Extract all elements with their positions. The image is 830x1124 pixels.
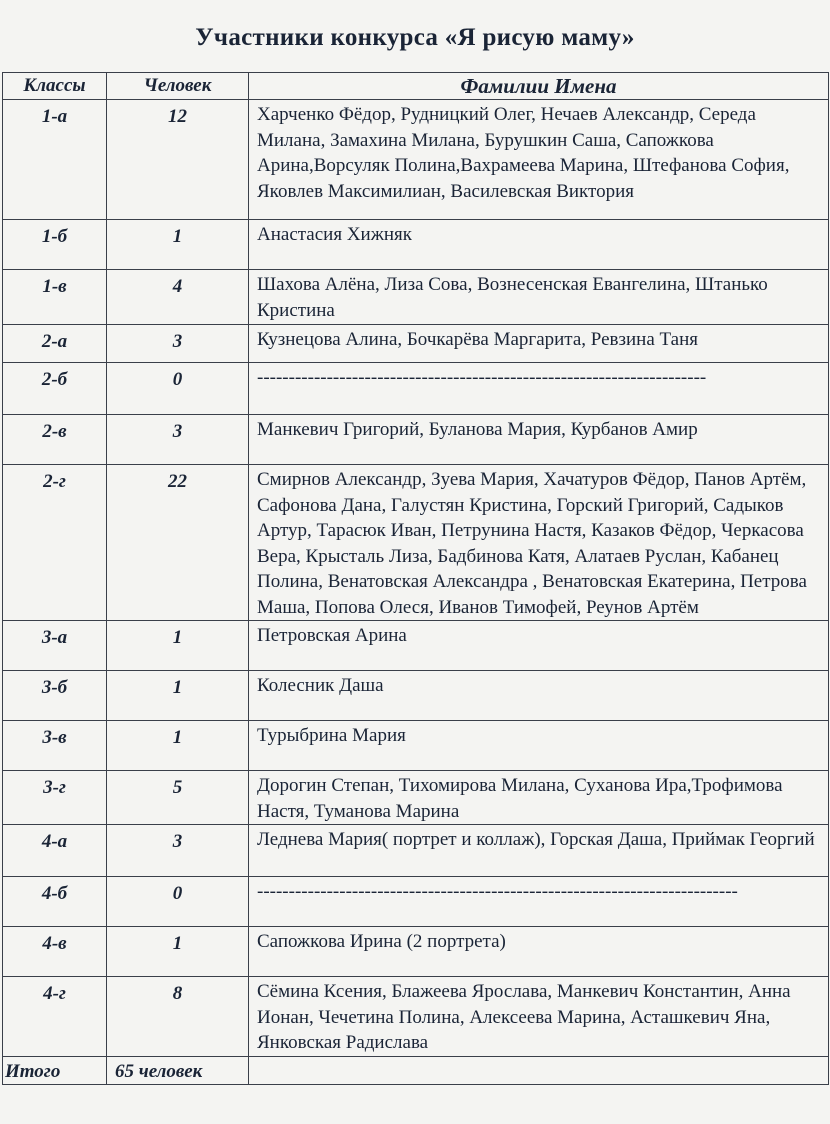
total-label: Итого bbox=[3, 1056, 107, 1084]
names-cell: ---------------------------------------------------------------------------- bbox=[249, 877, 829, 927]
names-cell: Колесник Даша bbox=[249, 671, 829, 721]
table-row bbox=[3, 977, 829, 1057]
names-cell: ----------------------------------------------------------------------- bbox=[249, 363, 829, 415]
table-row bbox=[3, 621, 829, 671]
count-cell: 1 bbox=[107, 927, 249, 977]
table-row bbox=[3, 927, 829, 977]
total-value: 65 человек bbox=[107, 1056, 249, 1084]
count-cell: 1 bbox=[107, 671, 249, 721]
count-cell: 3 bbox=[107, 415, 249, 465]
table-row bbox=[3, 465, 829, 621]
names-cell: Турыбрина Мария bbox=[249, 721, 829, 771]
count-cell: 1 bbox=[107, 721, 249, 771]
class-cell: 4-г bbox=[3, 977, 107, 1057]
count-cell: 0 bbox=[107, 363, 249, 415]
count-cell: 3 bbox=[107, 325, 249, 363]
class-cell: 2-б bbox=[3, 363, 107, 415]
class-cell: 2-в bbox=[3, 415, 107, 465]
names-cell: Леднева Мария( портрет и коллаж), Горская Даша, Приймак Георгий bbox=[249, 825, 829, 877]
class-cell: 4-а bbox=[3, 825, 107, 877]
class-cell: 3-в bbox=[3, 721, 107, 771]
count-cell: 4 bbox=[107, 270, 249, 325]
count-cell: 8 bbox=[107, 977, 249, 1057]
class-cell: 2-г bbox=[3, 465, 107, 621]
table-row bbox=[3, 877, 829, 927]
count-cell: 1 bbox=[107, 220, 249, 270]
header-count: Человек bbox=[107, 73, 249, 100]
names-cell: Сёмина Ксения, Блажеева Ярослава, Манкевич Константин, Анна Ионан, Чечетина Полина, Алексеева Марина, Асташкевич Яна, Янковская Радислава bbox=[249, 977, 829, 1057]
count-cell: 3 bbox=[107, 825, 249, 877]
names-cell: Манкевич Григорий, Буланова Мария, Курбанов Амир bbox=[249, 415, 829, 465]
page-title: Участники конкурса «Я рисую маму» bbox=[195, 24, 635, 51]
table-body bbox=[3, 100, 829, 1085]
table-row bbox=[3, 771, 829, 825]
total-empty bbox=[249, 1056, 829, 1084]
names-cell: Кузнецова Алина, Бочкарёва Маргарита, Ревзина Таня bbox=[249, 325, 829, 363]
table-header-row bbox=[3, 73, 829, 100]
class-cell: 3-а bbox=[3, 621, 107, 671]
table-row bbox=[3, 270, 829, 325]
header-names: Фамилии Имена bbox=[249, 73, 829, 100]
class-cell: 2-а bbox=[3, 325, 107, 363]
table-row bbox=[3, 671, 829, 721]
names-cell: Петровская Арина bbox=[249, 621, 829, 671]
names-cell: Шахова Алёна, Лиза Сова, Вознесенская Евангелина, Штанько Кристина bbox=[249, 270, 829, 325]
count-cell: 22 bbox=[107, 465, 249, 621]
class-cell: 1-б bbox=[3, 220, 107, 270]
class-cell: 4-б bbox=[3, 877, 107, 927]
header-class: Классы bbox=[3, 73, 107, 100]
count-cell: 12 bbox=[107, 100, 249, 220]
count-cell: 5 bbox=[107, 771, 249, 825]
table-row bbox=[3, 825, 829, 877]
count-cell: 0 bbox=[107, 877, 249, 927]
class-cell: 4-в bbox=[3, 927, 107, 977]
participants-table bbox=[2, 72, 829, 1085]
table-row bbox=[3, 220, 829, 270]
class-cell: 3-г bbox=[3, 771, 107, 825]
table-row bbox=[3, 363, 829, 415]
table-row bbox=[3, 415, 829, 465]
table-row bbox=[3, 100, 829, 220]
names-cell: Дорогин Степан, Тихомирова Милана, Суханова Ира,Трофимова Настя, Туманова Марина bbox=[249, 771, 829, 825]
total-row bbox=[3, 1056, 829, 1084]
table-row bbox=[3, 721, 829, 771]
count-cell: 1 bbox=[107, 621, 249, 671]
names-cell: Харченко Фёдор, Рудницкий Олег, Нечаев Александр, Середа Милана, Замахина Милана, Бурушкин Саша, Сапожкова Арина,Ворсуляк Полина,Вахрамеева Марина, Штефанова София, Яковлев Максимилиан, Василевская Виктория bbox=[249, 100, 829, 220]
names-cell: Сапожкова Ирина (2 портрета) bbox=[249, 927, 829, 977]
class-cell: 1-в bbox=[3, 270, 107, 325]
class-cell: 3-б bbox=[3, 671, 107, 721]
table-row bbox=[3, 325, 829, 363]
class-cell: 1-а bbox=[3, 100, 107, 220]
names-cell: Смирнов Александр, Зуева Мария, Хачатуров Фёдор, Панов Артём, Сафонова Дана, Галустян Кристина, Горский Григорий, Садыков Артур, Тарасюк Иван, Петрунина Настя, Казаков Фёдор, Черкасова Вера, Крысталь Лиза, Бадбинова Катя, Алатаев Руслан, Кабанец Полина, Венатовская Александра , Венатовская Екатерина, Петрова Маша, Попова Олеся, Иванов Тимофей, Реунов Артём bbox=[249, 465, 829, 621]
names-cell: Анастасия Хижняк bbox=[249, 220, 829, 270]
